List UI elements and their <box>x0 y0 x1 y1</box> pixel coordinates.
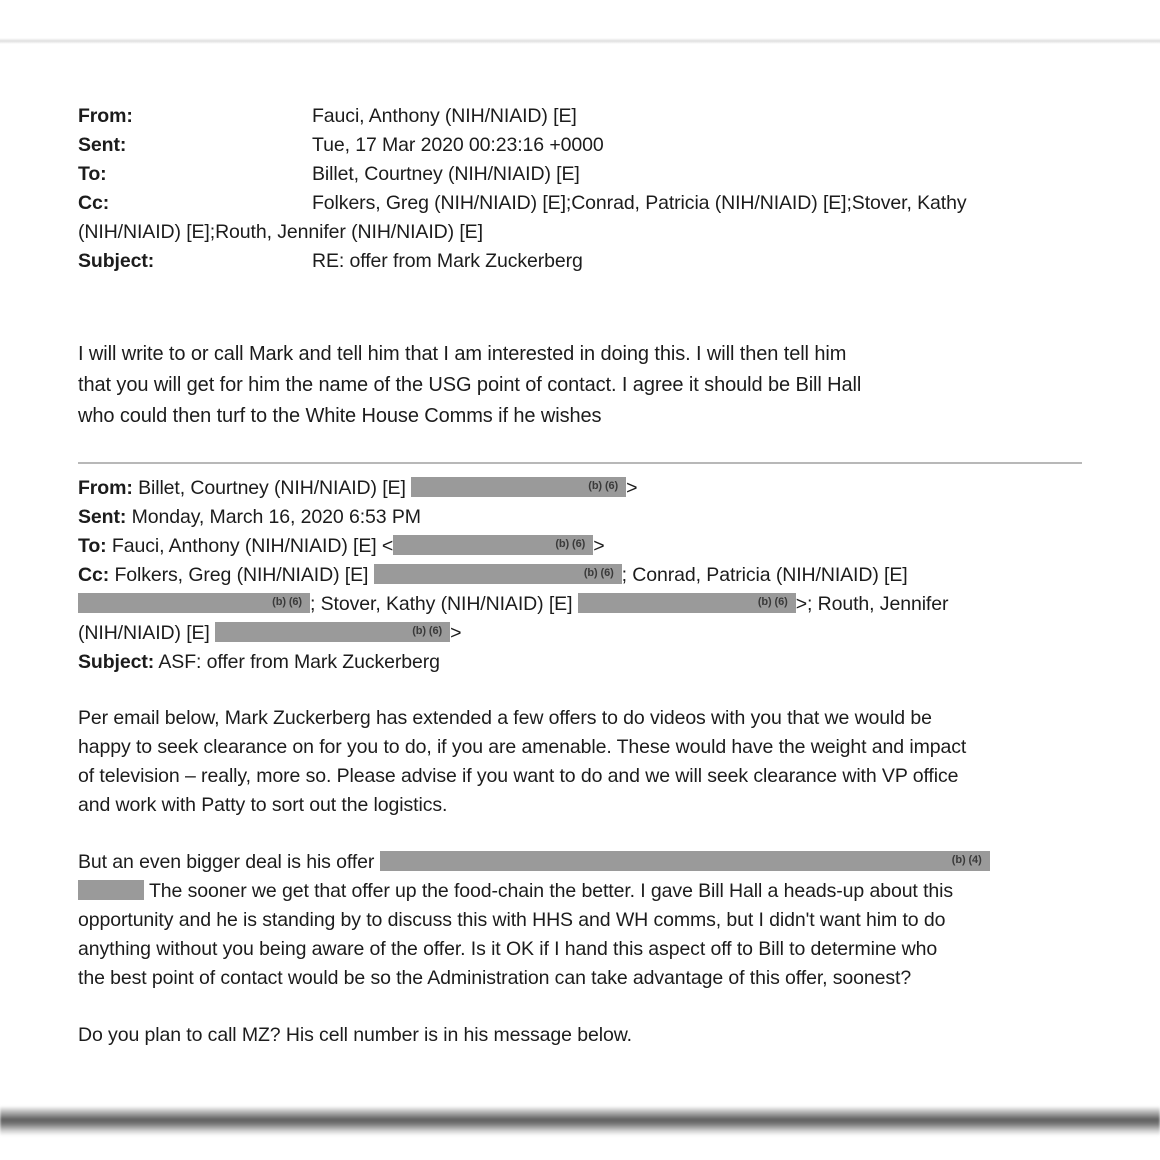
redaction-box <box>393 535 593 555</box>
header-sent-row <box>78 133 126 157</box>
redaction-box <box>78 880 144 900</box>
fwd-cc-part5: (NIH/NIAID) [E] <box>78 622 210 644</box>
fwd-cc-label: Cc: <box>78 564 110 586</box>
subject-label: Subject: <box>78 250 155 272</box>
to-label: To: <box>78 163 107 185</box>
fwd-sent-value: Monday, March 16, 2020 6:53 PM <box>131 506 421 528</box>
close-bracket: > <box>593 535 605 557</box>
fwd-from-row <box>78 476 637 500</box>
fwd-to-row <box>78 534 604 558</box>
fwd-cc-part3: ; Stover, Kathy (NIH/NIAID) [E] <box>310 593 573 615</box>
fwd-cc-row-3 <box>78 621 461 645</box>
body-para1-line1: Per email below, Mark Zuckerberg has extended a few offers to do videos with you that we would be <box>78 707 932 729</box>
redaction-box <box>78 593 310 613</box>
para2-continued: The sooner we get that offer up the food-chain the better. I gave Bill Hall a heads-up about this <box>148 880 954 902</box>
to-value: Billet, Courtney (NIH/NIAID) [E] <box>312 163 580 185</box>
reply-line-2: that you will get for him the name of the USG point of contact. I agree it should be Bill Hall <box>78 374 862 396</box>
redaction-box <box>215 622 450 642</box>
body-para1-line4: and work with Patty to sort out the logistics. <box>78 794 448 816</box>
close-bracket: > <box>626 477 638 499</box>
from-value: Fauci, Anthony (NIH/NIAID) [E] <box>312 105 577 127</box>
divider-rule <box>78 462 1082 464</box>
body-para2-line2 <box>78 879 953 903</box>
redaction-code: (b) (6) <box>583 567 614 579</box>
fwd-sent-row <box>78 505 421 529</box>
page-bottom-shadow <box>0 1106 1160 1136</box>
fwd-cc-part2: ; Conrad, Patricia (NIH/NIAID) [E] <box>621 564 908 586</box>
fwd-subject-value: ASF: offer from Mark Zuckerberg <box>158 651 440 673</box>
reply-line-3: who could then turf to the White House Comms if he wishes <box>78 405 602 427</box>
fwd-subject-label: Subject: <box>78 651 155 673</box>
para2-start: But an even bigger deal is his offer <box>78 851 375 873</box>
body-para1-line2: happy to seek clearance on for you to do, if you are amenable. These would have the weight and impact <box>78 736 967 758</box>
body-para1-line3: of television – really, more so. Please advise if you want to do and we will seek clearance with VP office <box>78 765 959 787</box>
cc-value-line2: (NIH/NIAID) [E];Routh, Jennifer (NIH/NIAID) [E] <box>78 221 483 243</box>
fwd-cc-part4: >; Routh, Jennifer <box>795 593 949 615</box>
redaction-code: (b) (6) <box>757 596 788 608</box>
from-label: From: <box>78 105 133 127</box>
body-para3: Do you plan to call MZ? His cell number is in his message below. <box>78 1024 632 1046</box>
body-para2-line4: anything without you being aware of the offer. Is it OK if I hand this aspect off to Bill to determine who <box>78 938 938 960</box>
header-subject-row <box>78 249 154 273</box>
fwd-to-label: To: <box>78 535 107 557</box>
subject-value: RE: offer from Mark Zuckerberg <box>312 250 583 272</box>
redaction-box <box>374 564 622 584</box>
body-para2-line5: the best point of contact would be so the Administration can take advantage of this offer, soonest? <box>78 967 912 989</box>
header-from-row <box>78 104 133 128</box>
fwd-subject-row <box>78 650 440 674</box>
redaction-code: (b) (6) <box>555 538 586 550</box>
fwd-cc-row-2 <box>78 592 948 616</box>
redaction-box <box>578 593 796 613</box>
cc-value-line1: Folkers, Greg (NIH/NIAID) [E];Conrad, Patricia (NIH/NIAID) [E];Stover, Kathy <box>312 192 967 214</box>
redaction-code: (b) (6) <box>412 625 443 637</box>
redaction-code: (b) (6) <box>588 480 619 492</box>
header-to-row <box>78 162 107 186</box>
fwd-sent-label: Sent: <box>78 506 127 528</box>
redaction-code: (b) (6) <box>272 596 302 608</box>
reply-line-1: I will write to or call Mark and tell him that I am interested in doing this. I will then tell him <box>78 343 847 365</box>
body-para2-line3: opportunity and he is standing by to discuss this with HHS and WH comms, but I didn't want him to do <box>78 909 946 931</box>
redaction-box <box>411 477 626 497</box>
close-bracket: > <box>450 622 462 644</box>
redaction-code: (b) (4) <box>951 854 982 866</box>
fwd-from-label: From: <box>78 477 133 499</box>
fwd-cc-row <box>78 563 908 587</box>
redaction-box <box>380 851 990 871</box>
cc-label: Cc: <box>78 192 110 214</box>
body-para2-line1 <box>78 850 990 874</box>
sent-value: Tue, 17 Mar 2020 00:23:16 +0000 <box>312 134 604 156</box>
fwd-cc-part1: Folkers, Greg (NIH/NIAID) [E] <box>114 564 369 586</box>
fwd-to-value: Fauci, Anthony (NIH/NIAID) [E] < <box>111 535 394 557</box>
header-cc-row <box>78 191 109 215</box>
fwd-from-value: Billet, Courtney (NIH/NIAID) [E] <box>138 477 406 499</box>
sent-label: Sent: <box>78 134 127 156</box>
